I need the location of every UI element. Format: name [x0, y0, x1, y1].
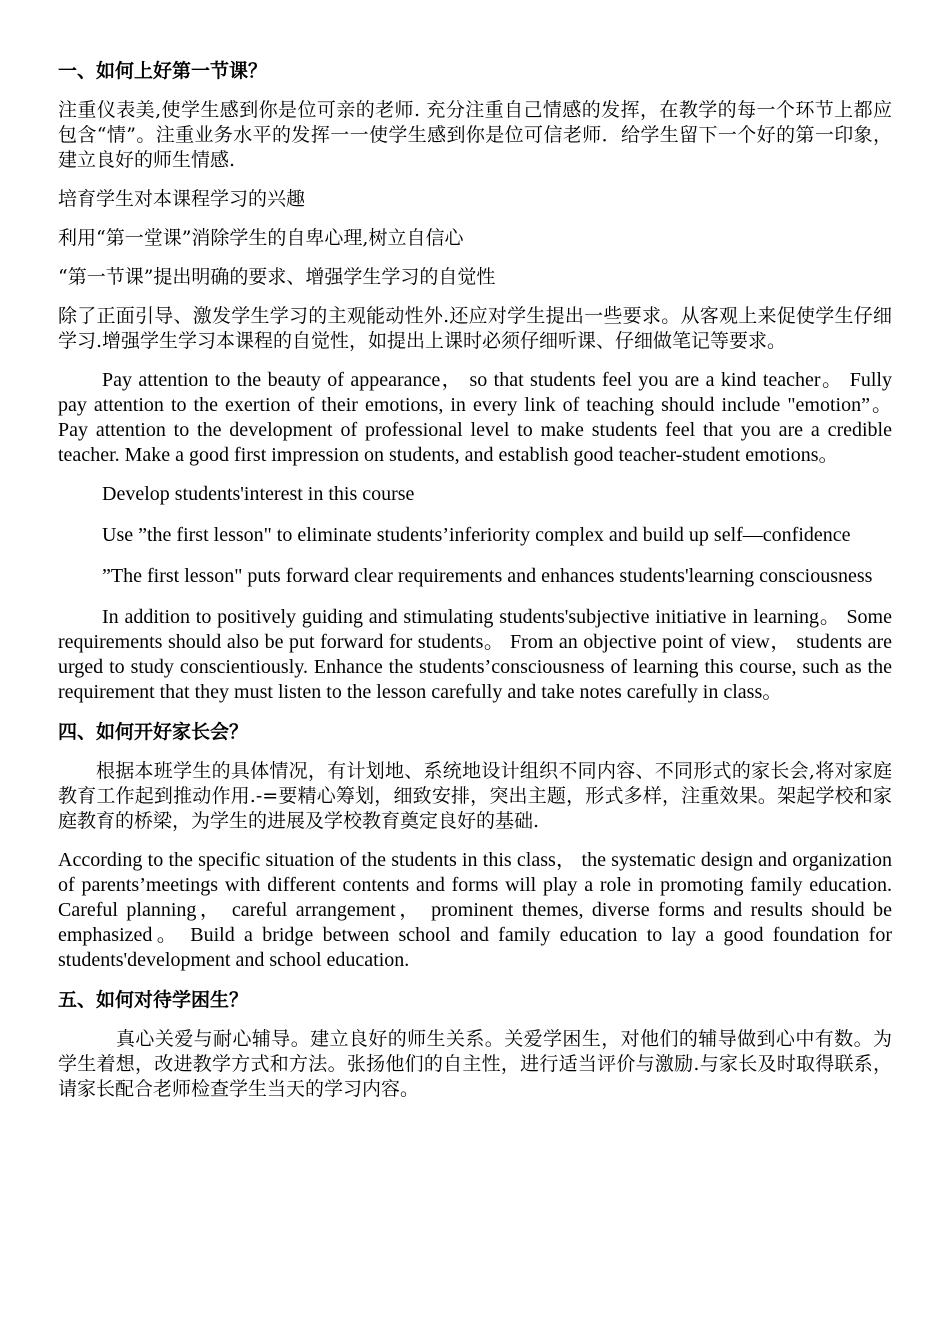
paragraph-cn-initiative: 除了正面引导、激发学生学习的主观能动性外.还应对学生提出一些要求。从客观上来促使学生仔细学习.增强学生学习本课程的自觉性，如提出上课时必须仔细听课、仔细做笔记等要求。: [58, 305, 892, 352]
paragraph-cn-appearance: 注重仪表美,使学生感到你是位可亲的老师. 充分注重自己情感的发挥，在教学的每一个环节上都应包含“情”。注重业务水平的发挥一一使学生感到你是位可信老师．给学生留下一个好的第一印象，建立良好的师生情感.: [58, 99, 892, 171]
paragraph-en-requirements: ”The first lesson" puts forward clear requirements and enhances students'learning consciousness: [102, 565, 873, 587]
paragraph-cn-struggling-students: 真心关爱与耐心辅导。建立良好的师生关系。关爱学困生，对他们的辅导做到心中有数。为学生着想，改进教学方式和方法。张扬他们的自主性，进行适当评价与激励.与家长及时取得联系，请家长配合老师检查学生当天的学习内容。: [58, 1028, 892, 1100]
paragraph-cn-requirements: “第一节课”提出明确的要求、增强学生学习的自觉性: [58, 266, 496, 288]
section-heading-first-lesson: 一、如何上好第一节课？: [58, 60, 268, 82]
paragraph-cn-confidence: 利用“第一堂课”消除学生的自卑心理,树立自信心: [58, 227, 464, 249]
paragraph-cn-interest: 培育学生对本课程学习的兴趣: [58, 188, 306, 210]
paragraph-en-confidence: Use ”the first lesson" to eliminate students’inferiority complex and build up self—confidence: [102, 524, 851, 546]
paragraph-en-appearance: Pay attention to the beauty of appearance， so that students feel you are a kind teacher。 Fully pay attention to the exertion of their emotions, in every link of teaching should include "emotion”。 Pay attention to the development of professional level to make students feel that you are a credible teacher. Make a good first impression on students, and establish good teacher-student emotions。: [58, 369, 892, 466]
paragraph-cn-parents-meeting: 根据本班学生的具体情况，有计划地、系统地设计组织不同内容、不同形式的家长会,将对家庭教育工作起到推动作用.-=要精心筹划，细致安排，突出主题，形式多样，注重效果。架起学校和家庭教育的桥梁，为学生的进展及学校教育奠定良好的基础.: [58, 760, 892, 832]
document-page: [58, 58, 892, 1116]
section-heading-parents-meeting: 四、如何开好家长会？: [58, 721, 249, 743]
paragraph-en-parents-meeting: According to the specific situation of the students in this class， the systematic design and organization of parents’meetings with different contents and forms will play a role in promoting family education. Careful planning， careful arrangement， prominent themes, diverse forms and results should be emphasized。 Build a bridge between school and family education to lay a good foundation for students'development and school education.: [58, 849, 892, 971]
section-heading-struggling-students: 五、如何对待学困生？: [58, 989, 249, 1011]
paragraph-en-interest: Develop students'interest in this course: [102, 483, 415, 505]
paragraph-en-initiative: In addition to positively guiding and stimulating students'subjective initiative in learning。 Some requirements should also be put forward for students。 From an objective point of view， students are urged to study conscientiously. Enhance the students’consciousness of learning this course, such as the requirement that they must listen to the lesson carefully and take notes carefully in class。: [58, 606, 892, 703]
